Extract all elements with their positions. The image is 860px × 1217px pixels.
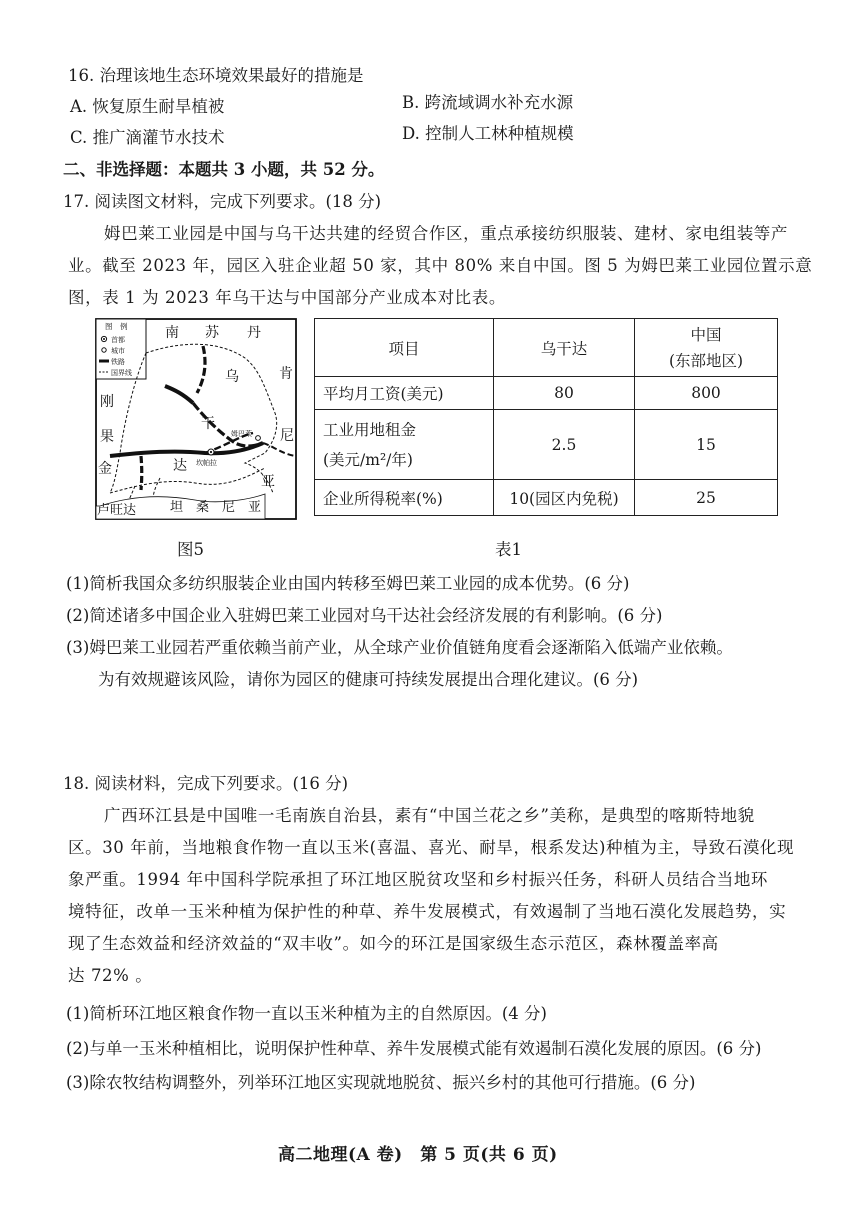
label-uganda-3: 达: [173, 458, 187, 474]
q16-stem: 16. 治理该地生态环境效果最好的措施是: [68, 66, 364, 85]
figure-caption: 图5: [177, 540, 204, 559]
q18-sub-3: (3)除农牧结构调整外，列举环江地区实现就地脱贫、振兴乡村的其他可行措施。(6 分): [66, 1073, 696, 1092]
page-footer: 高二地理(A 卷) 第 5 页(共 6 页): [278, 1145, 558, 1165]
q17-sub-1: (1)简析我国众多纺织服装企业由国内转移至姆巴莱工业园的成本优势。(6 分): [66, 574, 630, 593]
label-south-sudan-1: 南: [165, 325, 179, 341]
table-row: [315, 480, 778, 516]
legend-title: 图 例: [105, 322, 128, 331]
label-kampala: 坎帕拉: [196, 459, 217, 467]
q18-sub-1: (1)简析环江地区粮食作物一直以玉米种植为主的自然原因。(4 分): [66, 1004, 547, 1023]
q16-option-a: A. 恢复原生耐旱植被: [70, 97, 225, 116]
q18-para-line-5: 现了生态效益和经济效益的“双丰收”。如今的环江是国家级生态示范区，森林覆盖率高: [68, 934, 719, 953]
q17-para-line-3: 图，表 1 为 2023 年乌干达与中国部分产业成本对比表。: [68, 288, 506, 307]
q18-para-line-6: 达 72% 。: [68, 966, 153, 985]
label-congo-1: 刚: [100, 394, 114, 410]
table-header-item: 项目: [315, 319, 494, 377]
label-south-sudan-2: 苏: [205, 325, 219, 341]
q17-stem: 17. 阅读图文材料，完成下列要求。(18 分): [63, 192, 382, 211]
q17-sub-3: (3)姆巴莱工业园若严重依赖当前产业，从全球产业价值链角度看会逐渐陷入低端产业依赖。: [66, 638, 733, 657]
legend-city: 城市: [111, 347, 125, 355]
table-cell-uganda: 80: [494, 377, 635, 410]
table-cell-uganda: 10(园区内免税): [494, 480, 635, 516]
label-congo-2: 果: [100, 429, 114, 445]
label-uganda-1: 乌: [225, 369, 239, 385]
q16-option-b: B. 跨流域调水补充水源: [402, 93, 574, 112]
legend-capital: 首都: [111, 336, 125, 344]
q16-option-d: D. 控制人工林种植规模: [402, 124, 574, 143]
q18-para-line-2: 区。30 年前，当地粮食作物一直以玉米(喜温、喜光、耐旱，根系发达)种植为主，导致石漠化现: [68, 838, 795, 857]
label-south-sudan-3: 丹: [247, 325, 261, 341]
table-cell-item: 平均月工资(美元): [315, 377, 494, 410]
label-tanzania: 坦 桑 尼 亚: [170, 500, 262, 515]
label-rwanda: 卢旺达: [97, 503, 137, 518]
mbale-marker: [256, 436, 261, 441]
label-mbale: 姆巴莱: [231, 430, 252, 438]
q18-para-line-3: 象严重。1994 年中国科学院承担了环江地区脱贫攻坚和乡村振兴任务，科研人员结合当地环: [68, 870, 769, 889]
q17-para-line-2: 业。截至 2023 年，园区入驻企业超 50 家，其中 80% 来自中国。图 5 为姆巴莱工业园位置示意: [68, 256, 813, 275]
label-kenya-3: 亚: [261, 474, 275, 490]
section-header: 二、非选择题：本题共 3 小题，共 52 分。: [63, 160, 385, 179]
q16-option-c: C. 推广滴灌节水技术: [70, 128, 225, 147]
q17-para-line-1: 姆巴莱工业园是中国与乌干达共建的经贸合作区，重点承接纺织服装、建材、家电组装等产: [104, 224, 788, 243]
table-cell-uganda: 2.5: [494, 410, 635, 480]
mbale-location-map: [95, 318, 297, 520]
table-cell-china: 25: [635, 480, 778, 516]
label-congo-3: 金: [98, 461, 112, 477]
cost-comparison-table: [314, 318, 778, 516]
table-cell-china: 15: [635, 410, 778, 480]
legend-border: 国界线: [111, 369, 132, 377]
q17-sub-3-cont: 为有效规避该风险，请你为园区的健康可持续发展提出合理化建议。(6 分): [98, 670, 639, 689]
q17-sub-2: (2)简述诸多中国企业入驻姆巴莱工业园对乌干达社会经济发展的有利影响。(6 分): [66, 606, 663, 625]
legend-railway: 铁路: [111, 358, 125, 366]
q18-sub-2: (2)与单一玉米种植相比，说明保护性种草、养牛发展模式能有效遏制石漠化发展的原因。(6 分): [66, 1039, 762, 1058]
label-kenya-1: 肯: [279, 366, 293, 382]
table-cell-china: 800: [635, 377, 778, 410]
label-uganda-2: 干: [201, 416, 215, 432]
table-caption: 表1: [495, 540, 522, 559]
table-cell-item: 工业用地租金 (美元/m²/年): [315, 410, 494, 480]
q18-para-line-4: 境特征，改单一玉米种植为保护性的种草、养牛发展模式，有效遏制了当地石漠化发展趋势，实: [68, 902, 787, 921]
q18-para-line-1: 广西环江县是中国唯一毛南族自治县，素有“中国兰花之乡”美称，是典型的喀斯特地貌: [104, 806, 755, 825]
table-row: [315, 377, 778, 410]
label-kenya-2: 尼: [280, 428, 294, 444]
q18-stem: 18. 阅读材料，完成下列要求。(16 分): [63, 774, 349, 793]
table-header-uganda: 乌干达: [494, 319, 635, 377]
table-header-china: 中国 (东部地区): [635, 319, 778, 377]
table-cell-item: 企业所得税率(%): [315, 480, 494, 516]
table-row: [315, 410, 778, 480]
